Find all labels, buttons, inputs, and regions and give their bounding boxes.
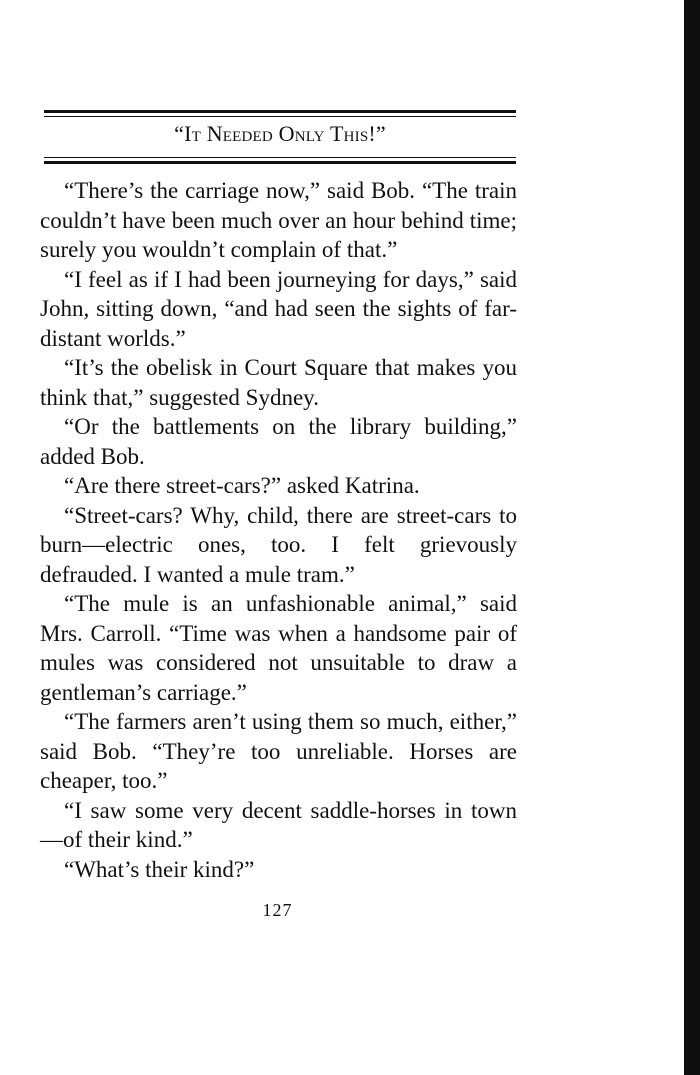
header-rule-top [44, 110, 516, 117]
header-rule-bottom [44, 157, 516, 164]
running-head: “It Needed Only This!” [174, 121, 386, 146]
paragraph-10: “What’s their kind?” [64, 856, 255, 882]
paragraph-4: “Or the battlements on the library building,” added Bob. [40, 414, 517, 469]
header-rule-top-thin [44, 116, 516, 117]
paragraph-7: “The mule is an unfashionable animal,” said Mrs. Carroll. “Time was when a handsome pair of mules was considered not unsuitable to draw a gentleman’s carriage.” [40, 591, 517, 705]
page-edge-shadow [684, 0, 700, 1075]
header-rule-bottom-thin [44, 157, 516, 158]
paragraph-5: “Are there street-cars?” asked Katrina. [64, 473, 420, 498]
paragraph-2: “I feel as if I had been journeying for days,” said John, sitting down, “and had seen the sights of far-distant worlds.” [40, 266, 517, 351]
body-text [40, 176, 517, 884]
paragraph-9: “I saw some very decent saddle-horses in town —of their kind.” [40, 797, 517, 852]
paragraph-3: “It’s the obelisk in Court Square that makes you think that,” suggested Sydney. [40, 355, 517, 410]
header-rule-bottom-thick [44, 161, 516, 164]
paragraph-8: “The farmers aren’t using them so much, either,” said Bob. “They’re too unreliable. Horses are cheaper, too.” [40, 709, 517, 793]
header-rule-top-thick [44, 110, 516, 113]
paragraph-6: “Street-cars? Why, child, there are street-cars to burn—electric ones, too. I felt grievously defrauded. I wanted a mule tram.” [40, 502, 517, 587]
page-number: 127 [262, 900, 293, 920]
paragraph-1: “There’s the carriage now,” said Bob. “The train couldn’t have been much over an hour behind time; surely you wouldn’t complain of that.” [40, 178, 517, 262]
